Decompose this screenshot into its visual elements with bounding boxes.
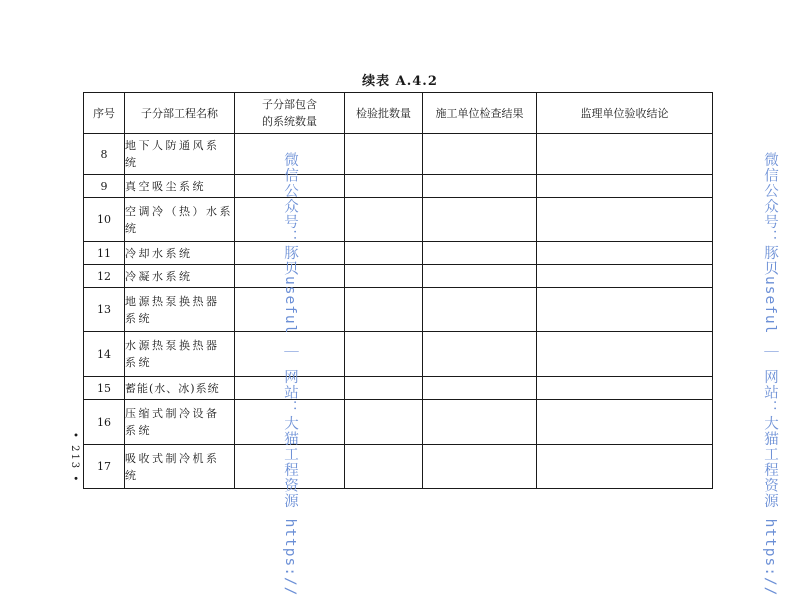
- supervision-conclusion-cell[interactable]: [537, 175, 713, 198]
- header-system-count-line1: 子分部包含: [262, 98, 317, 111]
- row-number: 8: [84, 134, 125, 175]
- construction-result-cell[interactable]: [423, 175, 537, 198]
- name-line1: 吸收式制冷机系: [125, 451, 220, 465]
- batch-count-cell[interactable]: [345, 377, 423, 400]
- table-row: [84, 332, 713, 377]
- batch-count-cell[interactable]: [345, 332, 423, 377]
- construction-result-cell[interactable]: [423, 288, 537, 332]
- row-number: 12: [84, 265, 125, 288]
- subdivision-name-cell: [125, 377, 235, 400]
- batch-count-cell[interactable]: [345, 175, 423, 198]
- name-line2: 系统: [125, 424, 152, 437]
- batch-count-cell[interactable]: [345, 445, 423, 489]
- subdivision-name-cell: [125, 288, 235, 332]
- supervision-conclusion-cell[interactable]: [537, 265, 713, 288]
- name-line1: 地下人防通风系: [125, 139, 220, 152]
- watermark: 微信公众号：豚贝useful ｜ 网站：大猫工程资源 https://: [762, 152, 778, 596]
- subdivision-name-cell: [125, 175, 235, 198]
- name-line2: 统: [125, 468, 139, 482]
- name-line1: 地源热泵换热器: [125, 294, 220, 308]
- table-row: [84, 288, 713, 332]
- header-system-count-line2: 的系统数量: [262, 115, 317, 128]
- supervision-conclusion-cell[interactable]: [537, 242, 713, 265]
- construction-result-cell[interactable]: [423, 134, 537, 175]
- table-row: [84, 265, 713, 288]
- supervision-conclusion-cell[interactable]: [537, 332, 713, 377]
- row-number: 16: [84, 400, 125, 445]
- acceptance-table: [83, 92, 713, 489]
- subdivision-name-cell: [125, 400, 235, 445]
- name-line1: 空调冷（热）水系: [125, 204, 233, 218]
- page-number: • 213 •: [69, 432, 80, 484]
- supervision-conclusion-cell[interactable]: [537, 134, 713, 175]
- name-line1: 蓄能(水、冰)系统: [125, 381, 220, 395]
- row-number: 9: [84, 175, 125, 198]
- supervision-conclusion-cell[interactable]: [537, 400, 713, 445]
- header-supervision-conclusion: 监理单位验收结论: [537, 93, 713, 134]
- batch-count-cell[interactable]: [345, 288, 423, 332]
- header-batch-count: 检验批数量: [345, 93, 423, 134]
- row-number: 10: [84, 198, 125, 242]
- supervision-conclusion-cell[interactable]: [537, 288, 713, 332]
- batch-count-cell[interactable]: [345, 265, 423, 288]
- batch-count-cell[interactable]: [345, 400, 423, 445]
- table-title: 续表 A.4.2: [362, 74, 438, 89]
- row-number: 14: [84, 332, 125, 377]
- subdivision-name-cell: [125, 134, 235, 175]
- name-line2: 统: [125, 156, 139, 169]
- name-line1: 水源热泵换热器: [125, 339, 220, 352]
- name-line1: 压缩式制冷设备: [125, 407, 220, 420]
- batch-count-cell[interactable]: [345, 134, 423, 175]
- name-line2: 系统: [125, 356, 152, 369]
- subdivision-name-cell: [125, 198, 235, 242]
- table-row: [84, 175, 713, 198]
- row-number: 15: [84, 377, 125, 400]
- subdivision-name-cell: [125, 332, 235, 377]
- table-row: [84, 134, 713, 175]
- header-construction-result: 施工单位检查结果: [423, 93, 537, 134]
- construction-result-cell[interactable]: [423, 242, 537, 265]
- table-row: [84, 400, 713, 445]
- header-row: [84, 93, 713, 134]
- construction-result-cell[interactable]: [423, 377, 537, 400]
- table-row: [84, 198, 713, 242]
- header-system-count: [235, 93, 345, 134]
- batch-count-cell[interactable]: [345, 242, 423, 265]
- batch-count-cell[interactable]: [345, 198, 423, 242]
- row-number: 11: [84, 242, 125, 265]
- subdivision-name-cell: [125, 265, 235, 288]
- construction-result-cell[interactable]: [423, 445, 537, 489]
- construction-result-cell[interactable]: [423, 198, 537, 242]
- subdivision-name-cell: [125, 445, 235, 489]
- name-line2: 系统: [125, 311, 152, 325]
- subdivision-name-cell: [125, 242, 235, 265]
- supervision-conclusion-cell[interactable]: [537, 377, 713, 400]
- name-line2: 统: [125, 221, 139, 235]
- name-line1: 真空吸尘系统: [125, 179, 206, 193]
- header-seq: 序号: [84, 93, 125, 134]
- header-subdivision-name: 子分部工程名称: [125, 93, 235, 134]
- table-row: [84, 377, 713, 400]
- construction-result-cell[interactable]: [423, 265, 537, 288]
- supervision-conclusion-cell[interactable]: [537, 198, 713, 242]
- table-row: [84, 242, 713, 265]
- construction-result-cell[interactable]: [423, 332, 537, 377]
- name-line1: 冷却水系统: [125, 246, 193, 260]
- name-line1: 冷凝水系统: [125, 269, 193, 283]
- row-number: 13: [84, 288, 125, 332]
- supervision-conclusion-cell[interactable]: [537, 445, 713, 489]
- construction-result-cell[interactable]: [423, 400, 537, 445]
- row-number: 17: [84, 445, 125, 489]
- watermark: 微信公众号：豚贝useful ｜ 网站：大猫工程资源 https://: [282, 152, 298, 596]
- table-row: [84, 445, 713, 489]
